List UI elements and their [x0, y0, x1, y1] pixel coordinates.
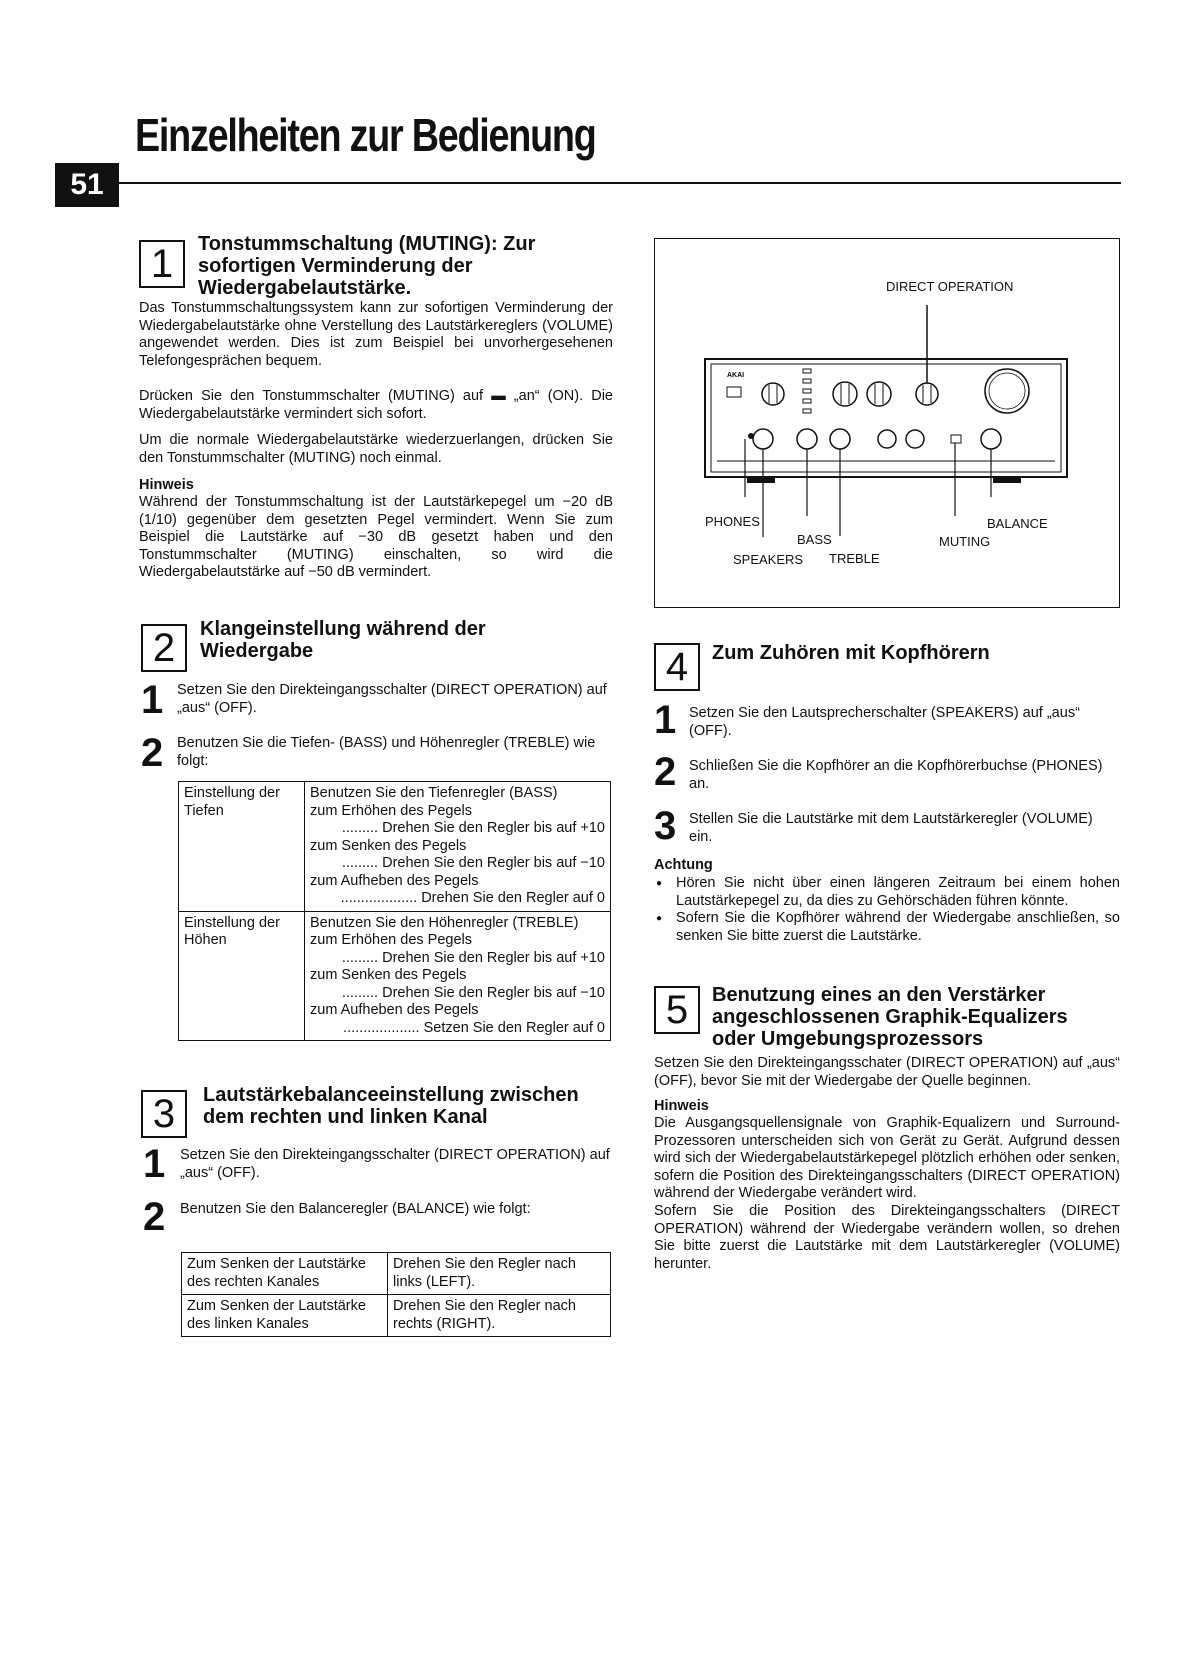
table-line: ................... Setzen Sie den Regler auf 0 [343, 1019, 605, 1036]
step-number: 1 [141, 678, 164, 722]
table-cell [305, 782, 611, 912]
section-1-restore: Um die normale Wiedergabelautstärke wiederzuerlangen, drücken Sie den Tonstummschalter (MUTING) noch einmal. [139, 432, 613, 466]
amplifier-diagram [654, 238, 1120, 608]
table-line: ......... Drehen Sie den Regler bis auf −10 [341, 984, 605, 1001]
brand-logo: AKAI [727, 372, 745, 379]
page-title: Einzelheiten zur Bedienung [135, 109, 596, 161]
section-1-instruction: Drücken Sie den Tonstummschalter (MUTING) auf ▬ „an“ (ON). Die Wiedergabelautstärke vermindert sich sofort. [139, 388, 613, 422]
section-5-note-1: Die Ausgangsquellensignale von Graphik-Equalizern und Surround-Prozessoren unterscheiden sich von Gerät zu Gerät. Aufgrund dessen wird sich der Wiedergabelautstärkepegel plötzlich erhöhen oder senken, sofern die Position des Direkteingangsschalters (DIRECT OPERATION) während der Wiedergabe verändert wird. [654, 1115, 1120, 1201]
section-5-heading: Benutzung eines an den Verstärker angeschlossenen Graphik-Equalizers oder Umgebungsprozessors [712, 984, 1068, 1050]
table-line: Benutzen Sie den Tiefenregler (BASS) [310, 785, 558, 801]
section-5-note-2: Sofern Sie die Position des Direkteingangsschalters (DIRECT OPERATION) während der Wiedergabe verändern wollen, so drehen Sie bitte zuerst die Lautstärke mit dem Lautstärkeregler (VOLUME) herunter. [654, 1203, 1120, 1272]
section-4-step-2: Schließen Sie die Kopfhörer an die Kopfhörerbuchse (PHONES) an. [689, 758, 1103, 792]
balance-table [181, 1252, 611, 1337]
label-bass: BASS [797, 532, 832, 547]
table-line: zum Erhöhen des Pegels [310, 802, 473, 819]
table-cell: Einstellung der Höhen [179, 911, 305, 1041]
section-5-intro: Setzen Sie den Direkteingangsschater (DIRECT OPERATION) auf „aus“ (OFF), bevor Sie mit der Wiedergabe der Quelle beginnen. [654, 1055, 1120, 1089]
caution-list [654, 875, 1120, 945]
table-cell: Zum Senken der Lautstärke des linken Kanales [182, 1295, 388, 1337]
section-1-note: Während der Tonstummschaltung ist der Lautstärkepegel um −20 dB (1/10) gegenüber dem gesetzten Pegel vermindert. Wenn Sie zum Beispiel die Lautstärke auf −30 dB gesetzt haben und den Tonstummschalter (MUTING) einschalten, so wird die Wiedergabelautstärke auf −50 dB vermindert. [139, 494, 613, 580]
section-1-intro: Das Tonstummschaltungssystem kann zur sofortigen Verminderung der Wiedergabelautstärke ohne Verstellung des Lautstärkereglers (VOLUME) angewendet werden. Dies ist zum Beispiel bei unvorhergesehenen Telefongesprächen bequem. [139, 300, 613, 369]
section-5-note-label: Hinweis [654, 1098, 709, 1114]
table-line: zum Senken des Pegels [310, 837, 467, 854]
section-4-step-1: Setzen Sie den Lautsprecherschalter (SPEAKERS) auf „aus“ (OFF). [689, 705, 1080, 739]
step-number: 2 [143, 1195, 166, 1239]
table-line: ......... Drehen Sie den Regler bis auf +10 [341, 820, 605, 836]
section-3-step-1: Setzen Sie den Direkteingangsschalter (DIRECT OPERATION) auf „aus“ (OFF). [180, 1147, 610, 1181]
amplifier-illustration [655, 239, 1119, 607]
section-4-caution-label: Achtung [654, 857, 713, 873]
page-number: 51 [55, 163, 119, 207]
label-direct-operation: DIRECT OPERATION [886, 279, 1014, 294]
section-1-heading: Tonstummschaltung (MUTING): Zur sofortigen Verminderung der Wiedergabelautstärke. [198, 233, 536, 299]
table-row [179, 782, 611, 912]
section-1-note-label: Hinweis [139, 477, 194, 493]
table-cell: Zum Senken der Lautstärke des rechten Kanales [182, 1253, 388, 1295]
table-line: ......... Drehen Sie den Regler bis auf +10 [341, 949, 605, 966]
tone-table [178, 781, 611, 1041]
step-number: 1 [654, 698, 677, 742]
section-3-heading: Lautstärkebalanceeinstellung zwischen dem rechten und linken Kanal [203, 1084, 579, 1128]
section-3-number: 3 [141, 1090, 187, 1138]
list-item: ● Sofern Sie die Kopfhörer während der Wiedergabe anschließen, so senken Sie bitte zuerst die Lautstärke. [654, 910, 1120, 945]
table-line: zum Erhöhen des Pegels [310, 932, 473, 948]
table-cell: Drehen Sie den Regler nach links (LEFT). [388, 1253, 611, 1295]
table-line: zum Aufheben des Pegels [310, 872, 479, 889]
header-rule [119, 182, 1121, 184]
step-number: 1 [143, 1142, 166, 1186]
section-4-step-3: Stellen Sie die Lautstärke mit dem Lautstärkeregler (VOLUME) ein. [689, 811, 1093, 845]
step-number: 3 [654, 804, 677, 848]
section-4-heading: Zum Zuhören mit Kopfhörern [712, 642, 990, 664]
section-4-number: 4 [654, 643, 700, 691]
section-1-number: 1 [139, 240, 185, 288]
table-cell [305, 911, 611, 1041]
table-row [179, 911, 611, 1041]
table-row [182, 1253, 611, 1295]
table-cell: Drehen Sie den Regler nach rechts (RIGHT). [388, 1295, 611, 1337]
table-line: zum Aufheben des Pegels [310, 1002, 479, 1018]
table-row [182, 1295, 611, 1337]
list-item: ● Hören Sie nicht über einen längeren Zeitraum bei einem hohen Lautstärkepegel zu, da dies zu Gehörschäden führen könnte. [654, 875, 1120, 910]
step-number: 2 [654, 750, 677, 794]
section-2-heading: Klangeinstellung während der Wiedergabe [200, 618, 486, 662]
label-speakers: SPEAKERS [733, 552, 804, 567]
table-cell: Einstellung der Tiefen [179, 782, 305, 912]
section-2-number: 2 [141, 624, 187, 672]
label-muting: MUTING [939, 534, 991, 549]
label-treble: TREBLE [829, 551, 880, 566]
table-line: zum Senken des Pegels [310, 967, 467, 983]
section-5-number: 5 [654, 986, 700, 1034]
section-3-step-2: Benutzen Sie den Balanceregler (BALANCE) wie folgt: [180, 1201, 531, 1217]
step-number: 2 [141, 731, 164, 775]
table-line: ................... Drehen Sie den Regler auf 0 [340, 890, 605, 906]
table-line: Benutzen Sie den Höhenregler (TREBLE) [310, 914, 579, 931]
section-2-step-2: Benutzen Sie die Tiefen- (BASS) und Höhenregler (TREBLE) wie folgt: [177, 735, 596, 769]
label-balance: BALANCE [987, 516, 1048, 531]
label-phones: PHONES [705, 514, 760, 529]
table-line: ......... Drehen Sie den Regler bis auf −10 [341, 855, 605, 871]
section-2-step-1: Setzen Sie den Direkteingangsschalter (DIRECT OPERATION) auf „aus“ (OFF). [177, 682, 607, 716]
